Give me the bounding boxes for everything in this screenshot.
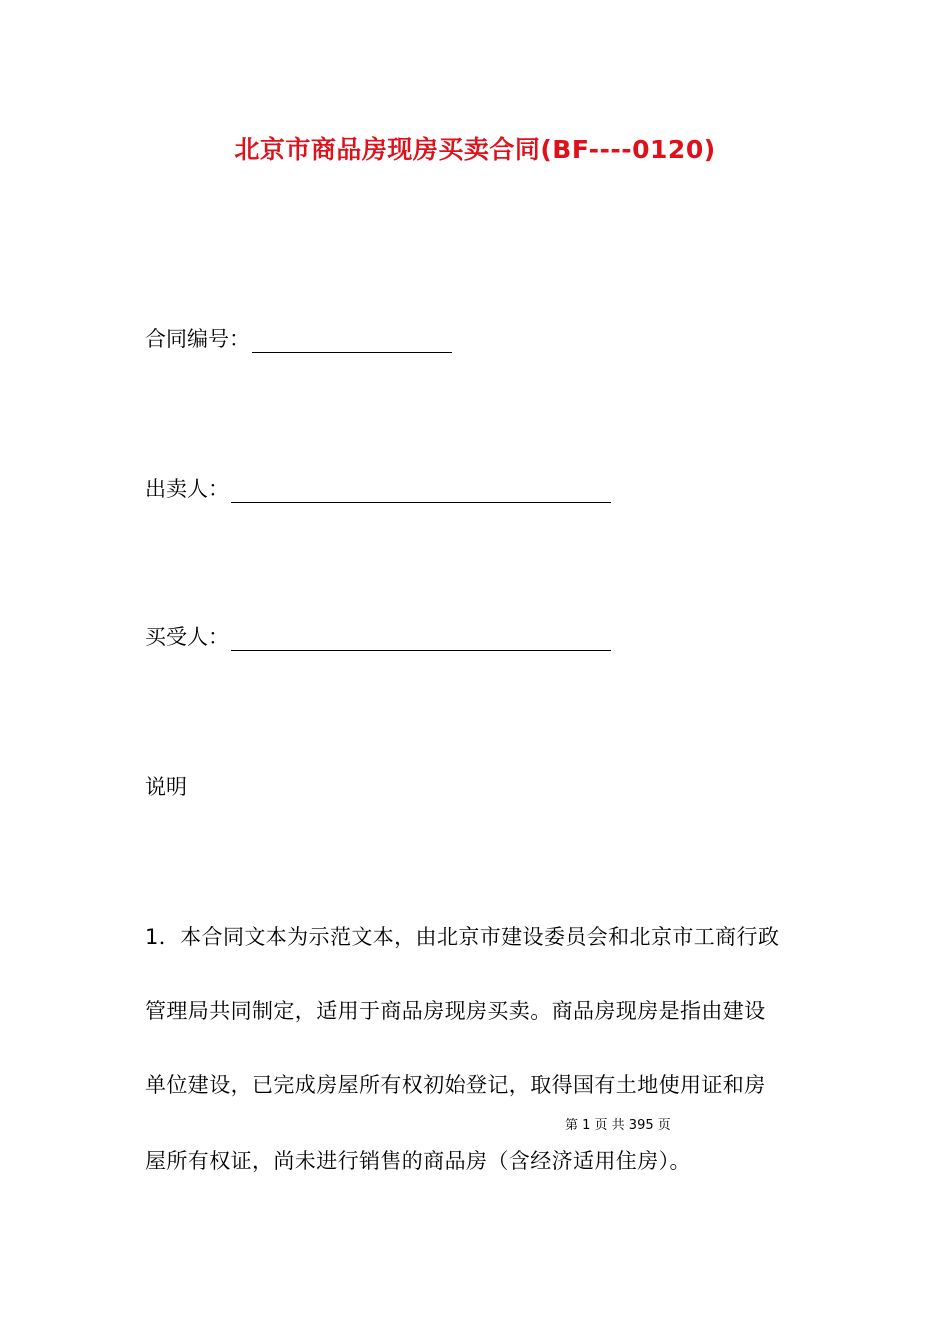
paragraph-line: 1．本合同文本为示范文本，由北京市建设委员会和北京市工商行政 xyxy=(145,925,780,949)
contract-number-blank-line xyxy=(252,328,452,353)
contract-number-label: 合同编号： xyxy=(145,327,250,351)
section-heading-explanation: 说明 xyxy=(145,775,187,799)
paragraph-line: 单位建设，已完成房屋所有权初始登记，取得国有土地使用证和房 xyxy=(145,1073,766,1097)
seller-label: 出卖人： xyxy=(145,477,229,501)
contract-number-field xyxy=(145,325,452,353)
seller-field xyxy=(145,475,611,503)
document-title: 北京市商品房现房买卖合同(BF----0120) xyxy=(234,135,716,164)
buyer-field xyxy=(145,623,611,651)
paragraph-line: 管理局共同制定，适用于商品房现房买卖。商品房现房是指由建设 xyxy=(145,999,766,1023)
buyer-blank-line xyxy=(231,626,611,651)
seller-blank-line xyxy=(231,478,611,503)
buyer-label: 买受人： xyxy=(145,625,229,649)
page-number-footer: 第 1 页 共 395 页 xyxy=(565,1118,671,1133)
paragraph-line: 屋所有权证，尚未进行销售的商品房（含经济适用住房）。 xyxy=(145,1149,691,1173)
